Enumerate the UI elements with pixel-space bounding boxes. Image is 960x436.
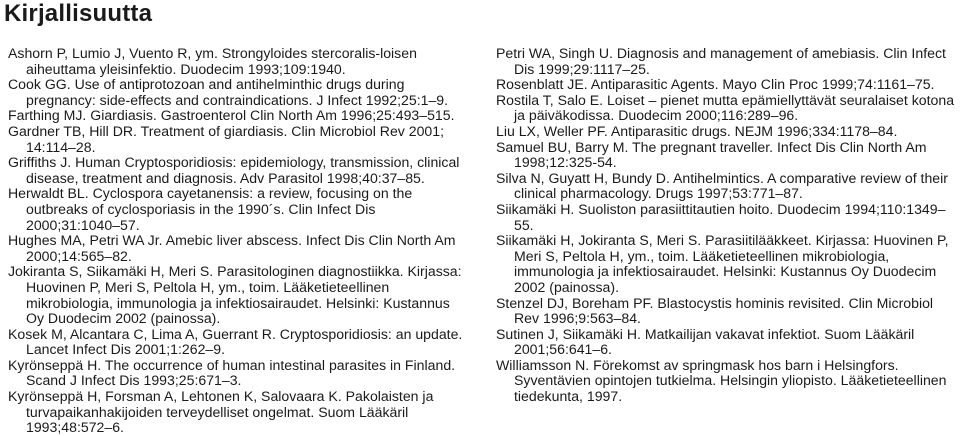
reference-item <box>8 108 470 124</box>
reference-item <box>8 46 470 77</box>
reference-item <box>8 327 470 358</box>
reference-item <box>496 327 958 358</box>
page-title: Kirjallisuutta <box>4 0 153 27</box>
references-left-column <box>8 46 470 436</box>
reference-item <box>496 46 958 77</box>
reference-item <box>496 140 958 171</box>
reference-text: Siikamäki H. Suoliston parasiittitautien hoito. Duodecim 1994;110:1349–55. <box>496 200 946 233</box>
reference-text: Hughes MA, Petri WA Jr. Amebic liver abscess. Infect Dis Clin North Am 2000;14:565–82. <box>8 232 456 264</box>
reference-item <box>8 233 470 264</box>
reference-item <box>8 389 470 436</box>
reference-text: Kyrönseppä H, Forsman A, Lehtonen K, Salovaara K. Pakolaisten ja turvapaikanhakijoiden terveydelliset ongelmat. Suom Lääkäril 1993;48:572–6. <box>8 388 434 436</box>
reference-item <box>496 296 958 327</box>
reference-item <box>496 202 958 233</box>
reference-text: Siikamäki H, Jokiranta S, Meri S. Parasiitilääkkeet. Kirjassa: Huovinen P, Meri S, Peltola H, ym., toim. Lääketieteellinen mikrobiologia, immunologia ja infektiosairaudet. Helsinki: Kustannus Oy Duodecim 2002 (painossa). <box>496 232 949 295</box>
reference-text: Stenzel DJ, Boreham PF. Blastocystis hominis revisited. Clin Microbiol Rev 1996;9:563–84. <box>496 294 934 327</box>
reference-text: Kosek M, Alcantara C, Lima A, Guerrant R. Cryptosporidiosis: an update. Lancet Infect Dis 2001;1:262–9. <box>8 325 463 358</box>
reference-item <box>496 358 958 405</box>
reference-text: Liu LX, Weller PF. Antiparasitic drugs. NEJM 1996;334:1178–84. <box>496 122 898 139</box>
reference-text: Petri WA, Singh U. Diagnosis and management of amebiasis. Clin Infect Dis 1999;29:1117–25. <box>496 45 946 77</box>
reference-item <box>8 155 470 186</box>
reference-text: Williamsson N. Förekomst av springmask hos barn i Helsingfors. Syventävien opintojen tutkielma. Helsingin yliopisto. Lääketieteellinen tiedekunta, 1997. <box>496 356 947 405</box>
reference-item <box>8 264 470 326</box>
reference-text: Samuel BU, Barry M. The pregnant traveller. Infect Dis Clin North Am 1998;12:325-54. <box>496 138 927 171</box>
reference-text: Ashorn P, Lumio J, Vuento R, ym. Strongyloides stercoralis-loisen aiheuttama yleisinfektio. Duodecim 1993;109:1940. <box>8 45 417 77</box>
reference-item <box>496 77 958 93</box>
reference-text: Griffiths J. Human Cryptosporidiosis: epidemiology, transmission, clinical disease, treatment and diagnosis. Adv Parasitol 1998;40:37–85. <box>8 154 460 186</box>
reference-text: Rosenblatt JE. Antiparasitic Agents. Mayo Clin Proc 1999;74:1161–75. <box>496 76 935 93</box>
reference-text: Jokiranta S, Siikamäki H, Meri S. Parasitologinen diagnostiikka. Kirjassa: Huovinen P, Meri S, Peltola H, ym., toim. Lääketieteellinen mikrobiologia, immunologia ja infektiosairaudet. Helsinki: Kustannus Oy Duodecim 2002 (painossa). <box>8 263 462 327</box>
reference-text: Sutinen J, Siikamäki H. Matkailijan vakavat infektiot. Suom Lääkäril 2001;56:641–6. <box>496 325 915 358</box>
reference-text: Kyrönseppä H. The occurrence of human intestinal parasites in Finland. Scand J Infect Dis 1993;25:671–3. <box>8 356 456 389</box>
reference-item <box>8 77 470 108</box>
reference-item <box>496 93 958 124</box>
reference-item <box>496 171 958 202</box>
reference-item <box>496 233 958 295</box>
reference-text: Rostila T, Salo E. Loiset – pienet mutta epämiellyttävät seuralaiset kotona ja päiväkodissa. Duodecim 2000;116:289–96. <box>496 91 955 124</box>
reference-text: Gardner TB, Hill DR. Treatment of giardiasis. Clin Microbiol Rev 2001; 14:114–28. <box>8 122 445 155</box>
references-right-column <box>496 46 958 405</box>
reference-item <box>496 124 958 140</box>
reference-item <box>8 358 470 389</box>
reference-text: Cook GG. Use of antiprotozoan and antihelminthic drugs during pregnancy: side-effects and contraindications. J Infect 1992;25:1–9. <box>8 76 449 108</box>
reference-text: Herwaldt BL. Cyclospora cayetanensis: a review, focusing on the outbreaks of cyclosporiasis in the 1990´s. Clin Infect Dis 2000;31:1040–57. <box>8 185 413 233</box>
reference-item <box>8 124 470 155</box>
reference-item <box>8 186 470 233</box>
reference-text: Silva N, Guyatt H, Bundy D. Antihelmintics. A comparative review of their clinical pharmacology. Drugs 1997;53:771–87. <box>496 169 948 202</box>
reference-text: Farthing MJ. Giardiasis. Gastroenterol Clin North Am 1996;25:493–515. <box>8 107 455 124</box>
